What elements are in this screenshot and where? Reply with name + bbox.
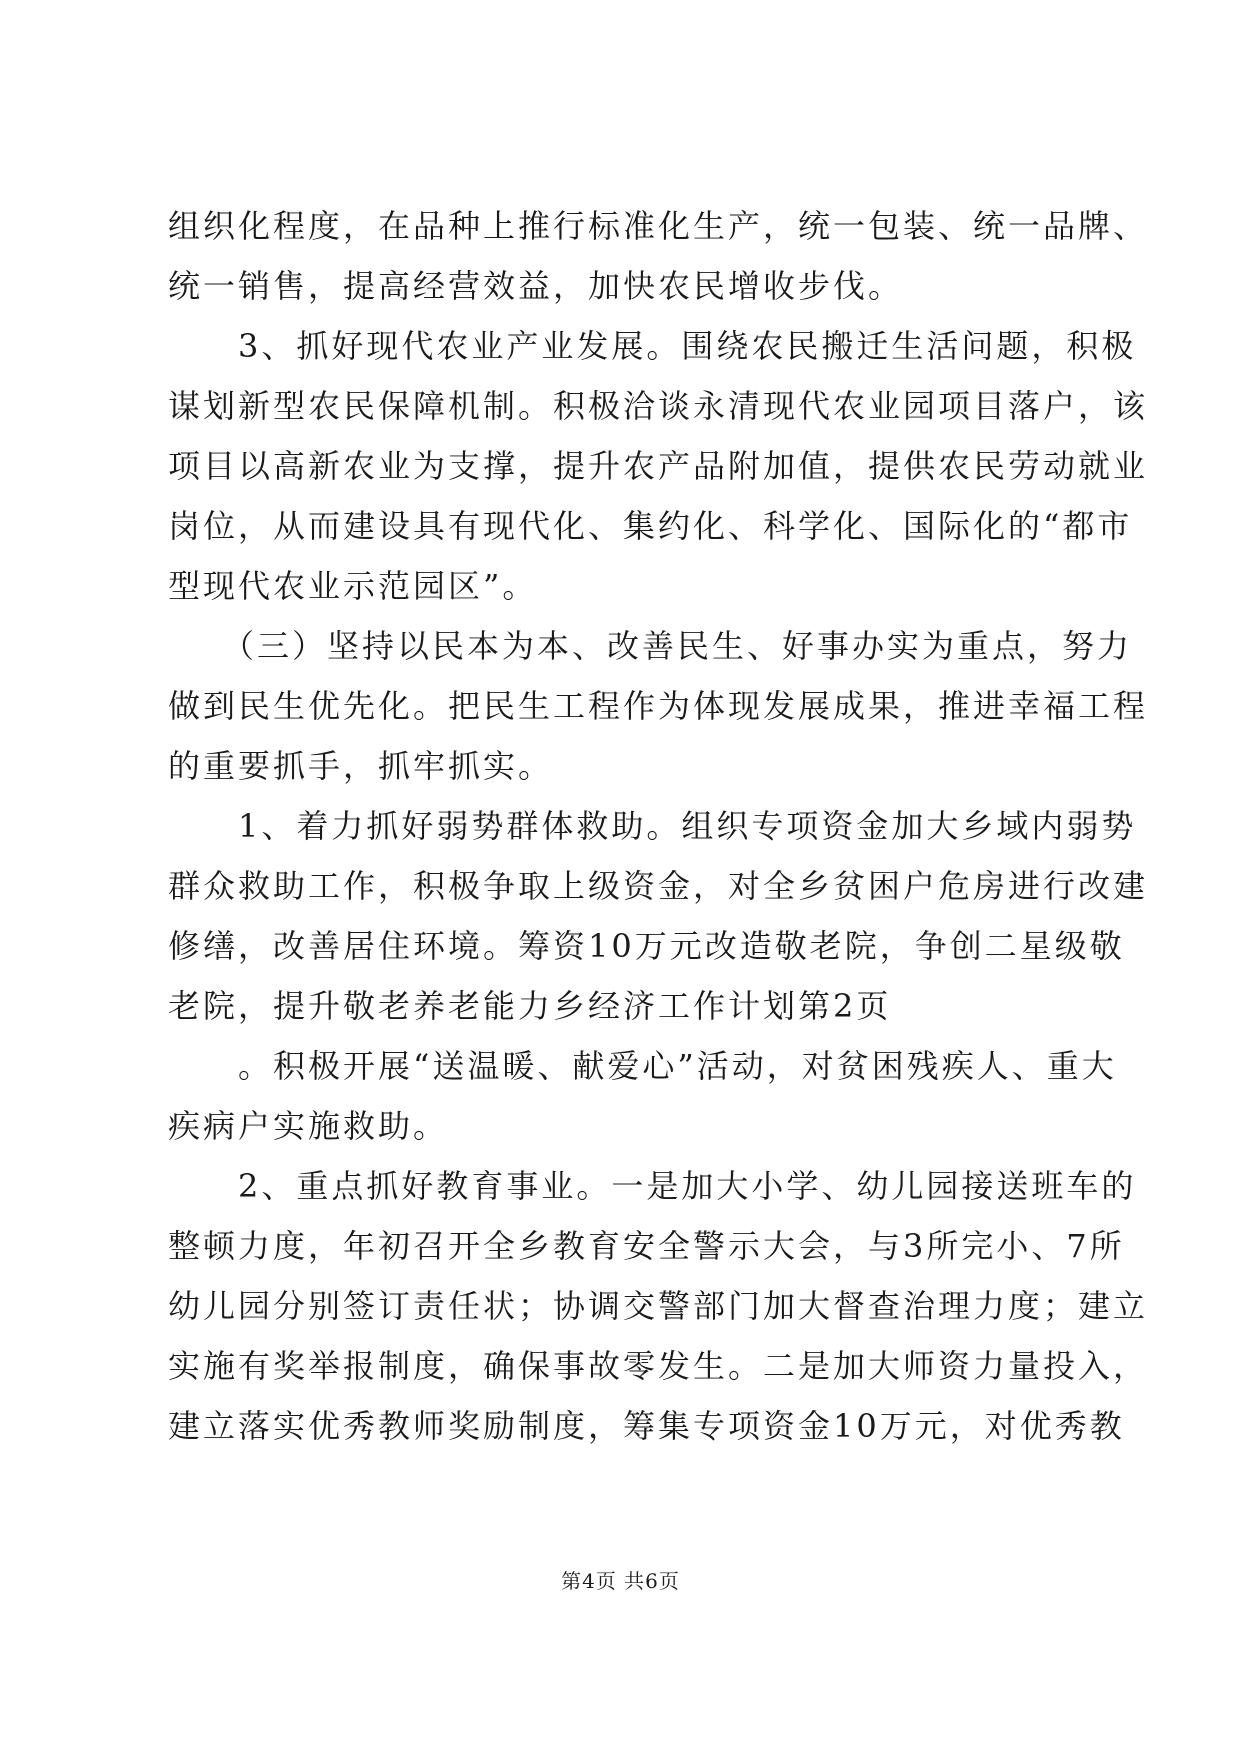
text-line: 建立落实优秀教师奖励制度，筹集专项资金10万元，对优秀教 xyxy=(168,1407,1125,1445)
text-line: 统一销售，提高经营效益，加快农民增收步伐。 xyxy=(168,267,904,305)
text-line: 。积极开展“送温暖、献爱心”活动，对贫困残疾人、重大 xyxy=(168,1047,1117,1085)
text-line: 型现代农业示范园区”。 xyxy=(168,567,538,605)
text-line: 组织化程度，在品种上推行标准化生产，统一包装、统一品牌、 xyxy=(168,207,1149,245)
page-number: 第4页 共6页 xyxy=(561,1569,680,1593)
document-body xyxy=(168,196,1149,1456)
text-line: 群众救助工作，积极争取上级资金，对全乡贫困户危房进行改建 xyxy=(168,867,1149,905)
text-line: 老院，提升敬老养老能力乡经济工作计划第2页 xyxy=(168,987,892,1025)
text-line: 岗位，从而建设具有现代化、集约化、科学化、国际化的“都市 xyxy=(168,507,1133,545)
page-footer xyxy=(0,1566,1241,1596)
text-line: 整顿力度，年初召开全乡教育安全警示大会，与3所完小、7所 xyxy=(168,1227,1125,1265)
text-line: 做到民生优先化。把民生工程作为体现发展成果，推进幸福工程 xyxy=(168,687,1149,725)
text-line: 疾病户实施救助。 xyxy=(168,1107,449,1145)
text-line: 的重要抓手，抓牢抓实。 xyxy=(168,747,554,785)
text-line: （三）坚持以民本为本、改善民生、好事办实为重点，努力 xyxy=(168,627,1133,665)
text-line: 1、着力抓好弱势群体救助。组织专项资金加大乡域内弱势 xyxy=(168,807,1137,845)
text-line: 实施有奖举报制度，确保事故零发生。二是加大师资力量投入， xyxy=(168,1347,1149,1385)
text-line: 2、重点抓好教育事业。一是加大小学、幼儿园接送班车的 xyxy=(168,1167,1137,1205)
text-line: 幼儿园分别签订责任状；协调交警部门加大督查治理力度；建立 xyxy=(168,1287,1149,1325)
text-line: 谋划新型农民保障机制。积极洽谈永清现代农业园项目落户，该 xyxy=(168,387,1149,425)
text-line: 修缮，改善居住环境。筹资10万元改造敬老院，争创二星级敬 xyxy=(168,927,1125,965)
text-line: 3、抓好现代农业产业发展。围绕农民搬迁生活问题，积极 xyxy=(168,327,1137,365)
text-line: 项目以高新农业为支撑，提升农产品附加值，提供农民劳动就业 xyxy=(168,447,1149,485)
